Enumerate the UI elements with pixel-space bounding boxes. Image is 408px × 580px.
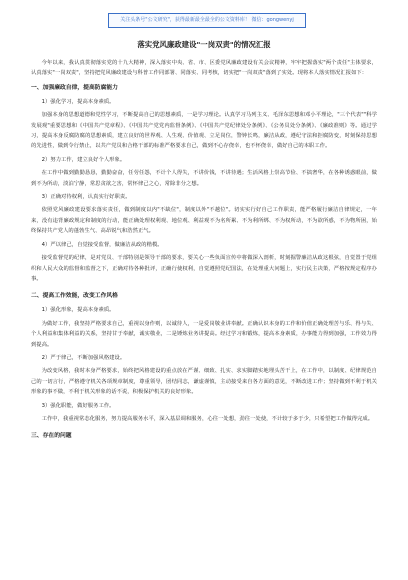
body-paragraph: 为做好工作，我坚持严格要求自己，重视以身作则，以诚待人，一是爱岗敬业讲奉献。正确认识本身的工作和价值正确处理苦与乐、得与失、个人利益和集体利益的关系，坚持甘于奉献，诚实敬业，二是锤炼业务讲提高。经过学习和锻炼，提高本身素质，办事能力得到加强，工作效力得到提高。 bbox=[31, 320, 377, 348]
body-paragraph: 2）努力工作，建立良好个人形象。 bbox=[41, 156, 126, 163]
body-paragraph: 1）强化形象，提高本身素质。 bbox=[41, 307, 115, 314]
section-heading-2: 二、提高工作效能，改变工作风格 bbox=[31, 293, 118, 300]
body-paragraph: 加强本身的思想道德和党性学习，不断提高自己的思想素质，一是学习理论。认真学习马列主义、毛泽东思想和邓小平理论，"三个代表""科学发展观"重要思想和《中国共产党章程》、《中国共产党党内监督条例》、《中国共产党纪律处分条例》、《公务员处分条例》、《廉政准则》等。通过学习，提高本身反腐防腐的思想素质，建立良好的世界观、人生观、价值观、立足岗位，警钟长鸣，廉洁从政，遵纪守法和拒腐防变，时刻保持思想的先进性，做到令行禁止，以共产党员和合格干部的标准严格要求自己，做到不心存侥幸，也不怀侥幸，做好自己的本职工作。 bbox=[31, 112, 377, 150]
body-paragraph: 4）严以律己，自觉接受监督，做廉洁从政的楷模。 bbox=[41, 241, 163, 248]
body-paragraph: 3）正确对待权利，认真实行好职责。 bbox=[41, 194, 131, 201]
body-paragraph: 工作中，我重视常态化服务，努力提高服务水平，深入基层调和服务，心往一处想，劲往一处使，不计较于多于少，只希望把工作做得完成。 bbox=[41, 415, 374, 422]
top-banner: 关注头条号"公文研究"，获得最新最全最全的公文资料库！ 微信：gongwenyj bbox=[108, 13, 306, 28]
body-paragraph: 1）强化学习，提高本身素质。 bbox=[41, 98, 115, 105]
body-paragraph: 接受监督党的纪律，是对党员、干部特别是领导干部的要求，要关心一些负面宣传中将做深入剖析，时刻掘警廉洁从政这根弦，自觉置于党组织和人民大众的监督和监督之下，正确对待各种批评，正确行使权利，自觉遵照党纪国法，在处理重大问题上，实行民主决策，严格按规定程序办事。 bbox=[31, 255, 377, 282]
body-paragraph: 为改变风格，我时本身严格要求，始终把风格建设的重点放在严谨、细致、扎实、求实脚踏实地埋头苦干上，在工作中，以制度、纪律规范自己的一切言行，严格遵守机关各项规章制度，尊重领导，团结同志，谦虚谨慎，主动接受来自各方面的意见，不断改进工作；坚持做到不利于机关形象的事不做，不利于机关形象的话不说，积极保护机关的良好形象。 bbox=[31, 368, 377, 396]
body-paragraph: 3）强化职能，做好服务工作。 bbox=[41, 402, 115, 409]
intro-paragraph: 今年以来，我认真贯彻落实党的十九大精神，深入落实中央、省、市、区委党风廉政建设有关会议精神，牢牢把握落实"两个责任"主体要求，认真落实"一岗双责"，坚持把党风廉政建设与科普工作同部署、同落实、同考核，切实把"一岗双责"落到了实处。现将本人落实情况汇报如下： bbox=[31, 60, 377, 77]
body-paragraph: 在工作中做到勤勤恳恳，勤勤奋奋，任劳任怨，不计个人得失，不讲价钱，不讲待遇；生活风格上崇高节俭、不搞奢华，在各种诱惑眼前，做到不为所动，淡泊宁静，常思贪欲之害，常怀律己之心，常除非分之想。 bbox=[31, 170, 377, 187]
document-body bbox=[31, 58, 377, 572]
body-paragraph: 2）严于律己，不断加强风格建设。 bbox=[41, 354, 126, 361]
section-heading-1: 一、加强廉政自律，提高防腐能力 bbox=[31, 84, 118, 91]
body-paragraph: 依照党风廉政建设要求落实责任，做到制度以内"不缺位"，制度以外"不越位"。切实实行好自己工作职责，能严格履行廉洁自律规定，一年来，没有违背廉政规定和制度的行动，能正确处理权利观、地位观、利益观不为名所累、不为利所绑、不为权所动，不为欲所惑，不为物所困，始终保持共产党人的蓬勃生气、高昂锐气和浩然正气。 bbox=[31, 207, 377, 235]
document-title: 落实党风廉政建设"一岗双责"的情况汇报 bbox=[137, 40, 271, 49]
section-heading-3: 三、存在的问题 bbox=[31, 433, 72, 440]
